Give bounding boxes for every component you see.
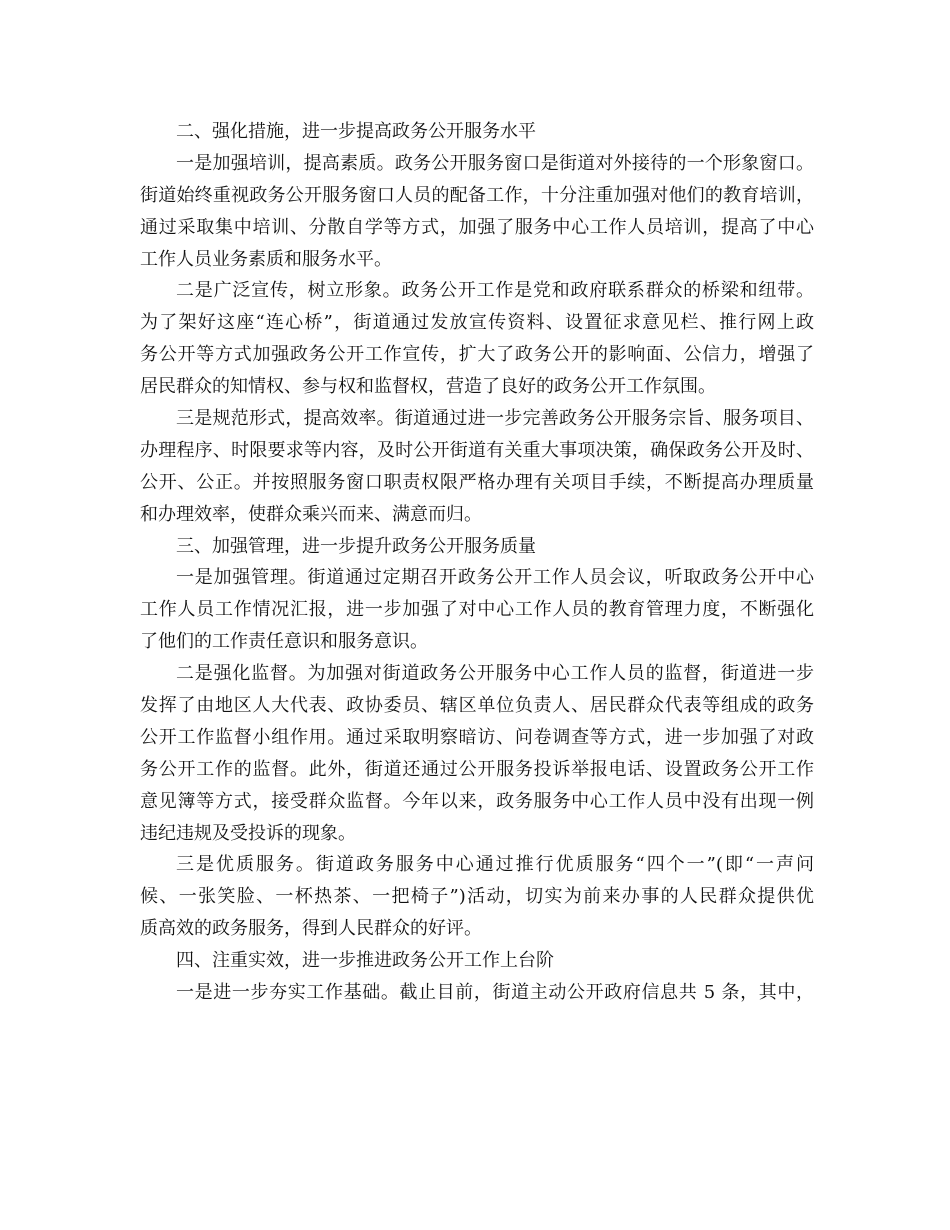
paragraph-line: 一是进一步夯实工作基础。截止目前，街道主动公开政府信息共 5 条，其中， [176, 982, 814, 1004]
paragraph-line: 发挥了由地区人大代表、政协委员、辖区单位负责人、居民群众代表等组成的政务 [140, 695, 814, 717]
paragraph-line: 为了架好这座“连心桥”，街道通过发放宣传资料、设置征求意见栏、推行网上政 [140, 312, 814, 334]
paragraph-line: 务公开工作的监督。此外，街道还通过公开服务投诉举报电话、设置政务公开工作 [140, 758, 814, 780]
paragraph-line: 二是强化监督。为加强对街道政务公开服务中心工作人员的监督，街道进一步 [176, 663, 814, 685]
document-body [140, 116, 814, 1009]
paragraph-line: 公开工作监督小组作用。通过采取明察暗访、问卷调查等方式，进一步加强了对政 [140, 726, 814, 748]
section-heading: 三、加强管理，进一步提升政务公开服务质量 [176, 535, 536, 557]
paragraph-line: 办理程序、时限要求等内容，及时公开街道有关重大事项决策，确保政务公开及时、 [140, 439, 814, 461]
paragraph-line: 意见簿等方式，接受群众监督。今年以来，政务服务中心工作人员中没有出现一例 [140, 790, 814, 812]
paragraph-line: 三是规范形式，提高效率。街道通过进一步完善政务公开服务宗旨、服务项目、 [176, 408, 814, 430]
paragraph-line: 违纪违规及受投诉的现象。 [140, 822, 356, 844]
paragraph-line: 一是加强管理。街道通过定期召开政务公开工作人员会议，听取政务公开中心 [176, 567, 814, 589]
paragraph-line: 通过采取集中培训、分散自学等方式，加强了服务中心工作人员培训，提高了中心 [140, 216, 814, 238]
paragraph-line: 工作人员业务素质和服务水平。 [140, 248, 392, 270]
paragraph-line: 三是优质服务。街道政务服务中心通过推行优质服务“四个一”(即“一声问 [176, 854, 814, 876]
paragraph-line: 了他们的工作责任意识和服务意识。 [140, 631, 428, 653]
section-heading: 二、强化措施，进一步提高政务公开服务水平 [176, 121, 536, 142]
paragraph-line: 街道始终重视政务公开服务窗口人员的配备工作，十分注重加强对他们的教育培训， [140, 184, 814, 206]
paragraph-line: 务公开等方式加强政务公开工作宣传，扩大了政务公开的影响面、公信力，增强了 [140, 344, 814, 366]
paragraph-line: 质高效的政务服务，得到人民群众的好评。 [140, 918, 482, 940]
paragraph-line: 候、一张笑脸、一杯热茶、一把椅子”)活动，切实为前来办事的人民群众提供优 [140, 886, 814, 908]
paragraph-line: 工作人员工作情况汇报，进一步加强了对中心工作人员的教育管理力度，不断强化 [140, 599, 814, 621]
paragraph-line: 一是加强培训，提高素质。政务公开服务窗口是街道对外接待的一个形象窗口。 [176, 152, 814, 174]
paragraph-line: 公开、公正。并按照服务窗口职责权限严格办理有关项目手续，不断提高办理质量 [140, 471, 814, 493]
section-heading: 四、注重实效，进一步推进政务公开工作上台阶 [176, 950, 554, 972]
paragraph-line: 居民群众的知情权、参与权和监督权，营造了良好的政务公开工作氛围。 [140, 376, 716, 398]
paragraph-line: 和办理效率，使群众乘兴而来、满意而归。 [140, 503, 482, 525]
paragraph-line: 二是广泛宣传，树立形象。政务公开工作是党和政府联系群众的桥梁和纽带。 [176, 280, 814, 302]
